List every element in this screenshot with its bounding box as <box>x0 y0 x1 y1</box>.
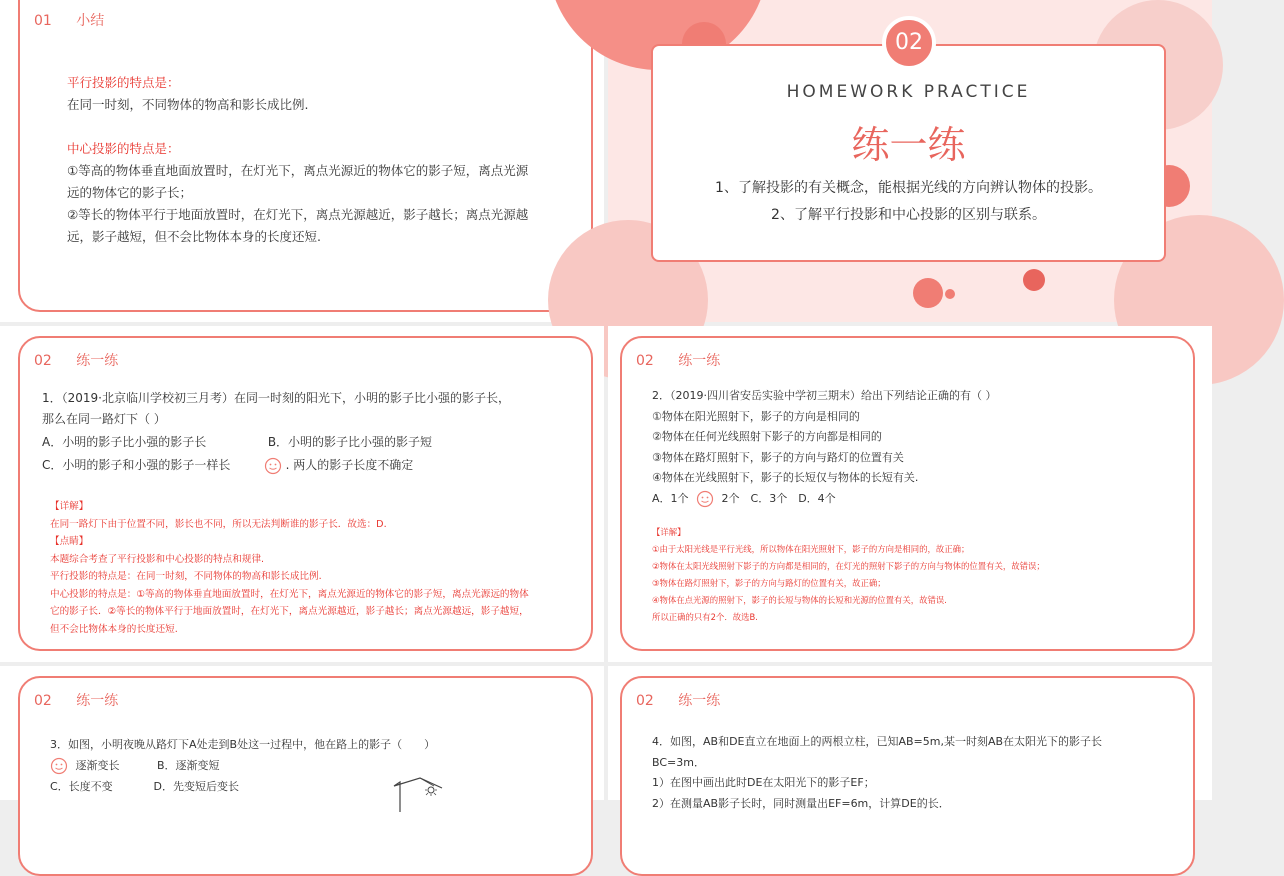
option-row <box>42 432 510 453</box>
question-line: 那么在同一路灯下（ ） <box>42 412 166 426</box>
q4-question <box>652 732 1102 814</box>
slide-practice-cover[interactable] <box>608 0 1212 322</box>
section-title: 练一练 <box>678 693 721 709</box>
summary-body <box>67 72 528 248</box>
options-rest[interactable]: 2个 C．3个 D．4个 <box>721 491 836 505</box>
question-line: 1．（2019·北京临川学校初三月考）在同一时刻的阳光下，小明的影子比小强的影子长， <box>42 391 510 405</box>
option-d[interactable]: . 两人的影子长度不确定 <box>285 458 414 472</box>
explain-line: 所以正确的只有2个．故选B. <box>652 612 758 622</box>
cover-title: 练一练 <box>851 123 966 167</box>
section-number: 01 <box>34 13 52 29</box>
explain-line: 平行投影的特点是：在同一时刻，不同物体的物高和影长成比例. <box>50 571 322 582</box>
slide-practice-q3[interactable] <box>0 666 604 800</box>
slide-header <box>34 350 118 370</box>
parallel-title: 平行投影的特点是： <box>67 75 180 90</box>
question-line: 2）在测量AB影子长时，同时测量出EF=6m，计算DE的长． <box>652 796 950 810</box>
section-badge: 02 <box>882 16 936 70</box>
summary-card <box>18 0 593 312</box>
question-line: BC=3m． <box>652 755 705 769</box>
question-line: ④物体在光线照射下，影子的长短仅与物体的长短有关. <box>652 471 919 484</box>
question-line: 2．（2019·四川省安岳实验中学初三期末）给出下列结论正确的有（ ） <box>652 389 997 402</box>
question-line: 3．如图，小明夜晚从路灯下A处走到B处这一过程中，他在路上的影子（ ） <box>50 738 436 751</box>
question-line: 1）在图中画出此时DE在太阳光下的影子EF； <box>652 776 875 789</box>
question-line: ①物体在阳光照射下，影子的方向是相同的 <box>652 409 860 423</box>
explain-line: 它的影子长．②等长的物体平行于地面放置时，在灯光下，离点光源越近，影子越长；离点光源越远，影子越短， <box>50 606 529 617</box>
central-line: ②等长的物体平行于地面放置时，在灯光下，离点光源越近，影子越长；离点光源越 <box>67 207 529 222</box>
q3-question <box>50 734 435 797</box>
explain-line: 但不会比物体本身的长度还短. <box>50 623 178 635</box>
smiley-icon <box>696 490 714 508</box>
q4-card <box>620 676 1195 876</box>
option-d[interactable]: D．先变短后变长 <box>153 780 239 793</box>
q2-explanation <box>652 524 1045 626</box>
slide-header <box>34 10 104 30</box>
explain-line: ④物体在点光源的照射下，影子的长短与物体的长短和光源的位置有关，故错误. <box>652 595 947 605</box>
explain-line: 本题综合考查了平行投影和中心投影的特点和规律. <box>50 553 265 565</box>
explain-line: 【详解】 <box>50 501 89 512</box>
central-line: 远的物体它的影子长； <box>67 185 193 200</box>
section-title: 练一练 <box>76 693 119 709</box>
option-a[interactable]: A．小明的影子比小强的影子长 <box>42 435 207 449</box>
option-row <box>50 776 435 797</box>
cover-subtitle: HOMEWORK PRACTICE <box>786 82 1031 102</box>
decor-circle <box>1023 269 1045 291</box>
explain-line: ②物体在太阳光线照射下影子的方向都是相同的，在灯光的照射下影子的方向与物体的位置有关，故错误； <box>652 561 1045 571</box>
explain-line: 【详解】 <box>652 527 686 537</box>
option-c[interactable]: C．小明的影子和小强的影子一样长 <box>42 458 231 472</box>
slide-practice-q1[interactable] <box>0 326 604 662</box>
option-row <box>652 489 996 510</box>
question-line: ③物体在路灯照射下，影子的方向与路灯的位置有关 <box>652 450 904 464</box>
cover-goal: 1、了解投影的有关概念，能根据光线的方向辨认物体的投影。 <box>715 180 1102 196</box>
explain-line: ①由于太阳光线是平行光线，所以物体在阳光照射下，影子的方向是相同的，故正确； <box>652 544 970 554</box>
slide-summary[interactable] <box>0 0 604 322</box>
q2-question <box>652 386 996 509</box>
section-number: 02 <box>636 353 654 369</box>
explain-line: 在同一路灯下由于位置不同，影长也不同，所以无法判断谁的影子长．故选：D. <box>50 518 387 530</box>
q2-card <box>620 336 1195 651</box>
slide-header <box>34 690 118 710</box>
q1-explanation <box>50 498 529 638</box>
slide-practice-q2[interactable] <box>608 326 1212 662</box>
decor-circle <box>945 289 955 299</box>
section-number: 02 <box>34 693 52 709</box>
section-number: 02 <box>636 693 654 709</box>
central-line: 远，影子越短，但不会比物体本身的长度还短. <box>67 229 321 244</box>
smiley-icon <box>50 757 68 775</box>
q1-card <box>18 336 593 651</box>
q3-card <box>18 676 593 876</box>
slide-header <box>636 350 720 370</box>
q1-question <box>42 388 510 476</box>
streetlamp-figure <box>390 772 450 812</box>
decor-circle <box>913 278 943 308</box>
option-b[interactable]: B．小明的影子比小强的影子短 <box>267 435 433 449</box>
option-row <box>50 755 435 776</box>
explain-line: 【点睛】 <box>50 536 89 547</box>
explain-line: 中心投影的特点是：①等高的物体垂直地面放置时，在灯光下，离点光源近的物体它的影子短，离点光源远的物体 <box>50 588 529 600</box>
question-line: 4．如图，AB和DE直立在地面上的两根立柱，已知AB=5m,某一时刻AB在太阳光下的影子长 <box>652 735 1103 748</box>
central-title: 中心投影的特点是： <box>67 141 180 156</box>
central-line: ①等高的物体垂直地面放置时，在灯光下，离点光源近的物体它的影子短，离点光源 <box>67 163 529 178</box>
parallel-text: 在同一时刻，不同物体的物高和影长成比例. <box>67 97 309 112</box>
slide-practice-q4[interactable] <box>608 666 1212 810</box>
cover-goal: 2、了解平行投影和中心投影的区别与联系。 <box>771 207 1046 223</box>
question-line: ②物体在任何光线照射下影子的方向都是相同的 <box>652 430 882 443</box>
section-number: 02 <box>34 353 52 369</box>
section-title: 练一练 <box>76 353 119 369</box>
option-b[interactable]: B．逐渐变短 <box>157 759 220 772</box>
option-c[interactable]: C．长度不变 <box>50 780 113 793</box>
smiley-icon <box>264 457 282 475</box>
explain-line: ③物体在路灯照射下，影子的方向与路灯的位置有关，故正确； <box>652 578 886 588</box>
slide-header <box>636 690 720 710</box>
section-title: 练一练 <box>678 353 721 369</box>
section-title: 小结 <box>76 13 105 29</box>
option-a[interactable]: A．1个 <box>652 491 689 505</box>
option-row <box>42 455 510 476</box>
option-a[interactable]: 逐渐变长 <box>75 759 120 772</box>
